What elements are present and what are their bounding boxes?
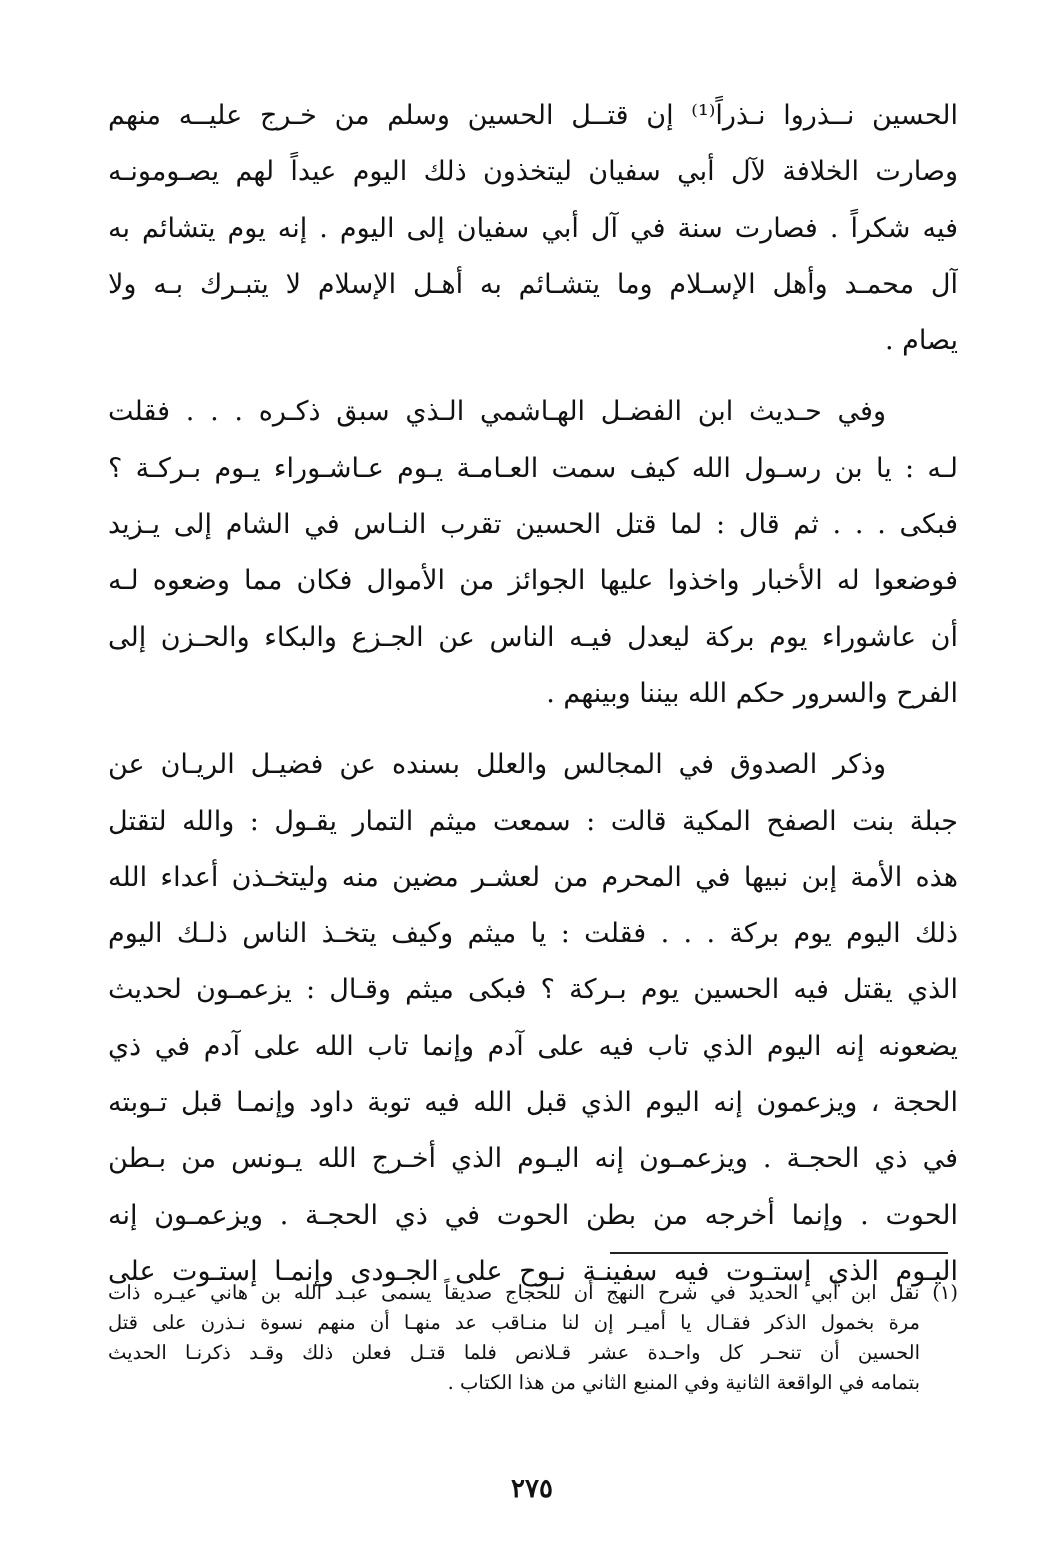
text-line: وفي حـديث ابن الفضـل الهـاشمي الـذي سبق ذكـره . . . فقلت [108,396,886,428]
text-line: الفرح والسرور حكم الله بيننا وبينهم . [546,677,958,709]
paragraph-spacer [108,369,958,384]
text-line: الحجة ، ويزعمون إنه اليوم الذي قبل الله فيه توبة داود وإنمـا قبل تـوبته [108,1087,958,1119]
text-line: آل محمـد وأهل الإسـلام وما يتشـائم به أهـل الإسلام لا يتبـرك بـه ولا [108,268,958,300]
footnote-line: بتمامه في الواقعة الثانية وفي المنبع الثاني من هذا الكتاب . [447,1371,920,1394]
text-line: يضعونه إنه اليوم الذي تاب فيه على آدم وإنما تاب الله على آدم في ذي [108,1030,958,1062]
footnote-line: (١) نقل ابن أبي الحديد في شرح النهج أن للحجاج صديقاً يسمى عبـد الله بن هاني عيـره ذات [108,1281,958,1304]
text-line: فيه شكراً . فصارت سنة في آل أبي سفيان إلى اليوم . إنه يوم يتشائم به [108,212,958,244]
text-line: اليـوم الذي إستـوت فيه سفينـة نـوح على الجـودى وإنمـا إستـوت على [108,1255,958,1287]
text-line: في ذي الحجـة . ويزعمـون إنه اليـوم الذي أخـرج الله يـونس من بـطن [108,1143,958,1175]
main-text [108,88,958,1300]
text-line: فوضعوا له الأخبار واخذوا عليها الجوائز من الأموال فكان مما وضعوه لـه [108,565,958,597]
text-line: ذلك اليوم يوم بركة . . . فقلت : يا ميثم وكيف يتخـذ الناس ذلـك اليوم [108,918,958,950]
paragraph-3 [108,737,958,1300]
paragraph-1 [108,88,958,369]
text-line: يصام . [884,325,958,357]
page-number: ٢٧٥ [511,1474,553,1504]
footnote-separator [610,1252,948,1254]
text-line: وذكر الصدوق في المجالس والعلل بسنده عن فضيـل الريـان عن [108,749,886,781]
text-line: لـه : يا بن رسـول الله كيف سمت العـامـة يـوم عـاشـوراء يـوم بـركـة ؟ [108,452,958,484]
text-line: الذي يقتل فيه الحسين يوم بـركة ؟ فبكى ميثم وقـال : يزعمـون لحديث [108,974,958,1006]
text-line: أن عاشوراء يوم بركة ليعدل فيـه الناس عن الجـزع والبكاء والحـزن إلى [108,621,958,653]
paragraph-2 [108,384,958,722]
text-line: هذه الأمة إبن نبيها في المحرم من لعشـر مضين منه وليتخـذن أعداء الله [108,861,958,893]
text-line: الحسين نــذروا نـذراً⁽¹⁾ إن قتــل الحسين وسلم من خـرج عليــه منهم [108,100,958,131]
text-line: جبلة بنت الصفح المكية قالت : سمعت ميثم التمار يقـول : والله لتقتل [108,805,958,837]
text-line: وصارت الخلافة لآل أبي سفيان ليتخذون ذلك اليوم عيداً لهم يصـومونـه [108,156,958,188]
footnote [108,1278,958,1398]
paragraph-spacer [108,722,958,737]
text-line: فبكى . . . ثم قال : لما قتل الحسين تقرب النـاس في الشام إلى يـزيد [108,509,958,541]
footnote-line: مرة بخمول الذكر فقـال يا أميـر إن لنا منـاقب عد منهـا أن منهم نسوة نـذرن على قتل [108,1311,920,1334]
text-line: الحوت . وإنما أخرجه من بطن الحوت في ذي الحجـة . ويزعمـون إنه [108,1199,958,1231]
footnote-line: الحسين أن تنحـر كل واحـدة عشر قـلانص فلما قتـل فعلن ذلك وقـد ذكرنـا الحديث [108,1341,920,1364]
